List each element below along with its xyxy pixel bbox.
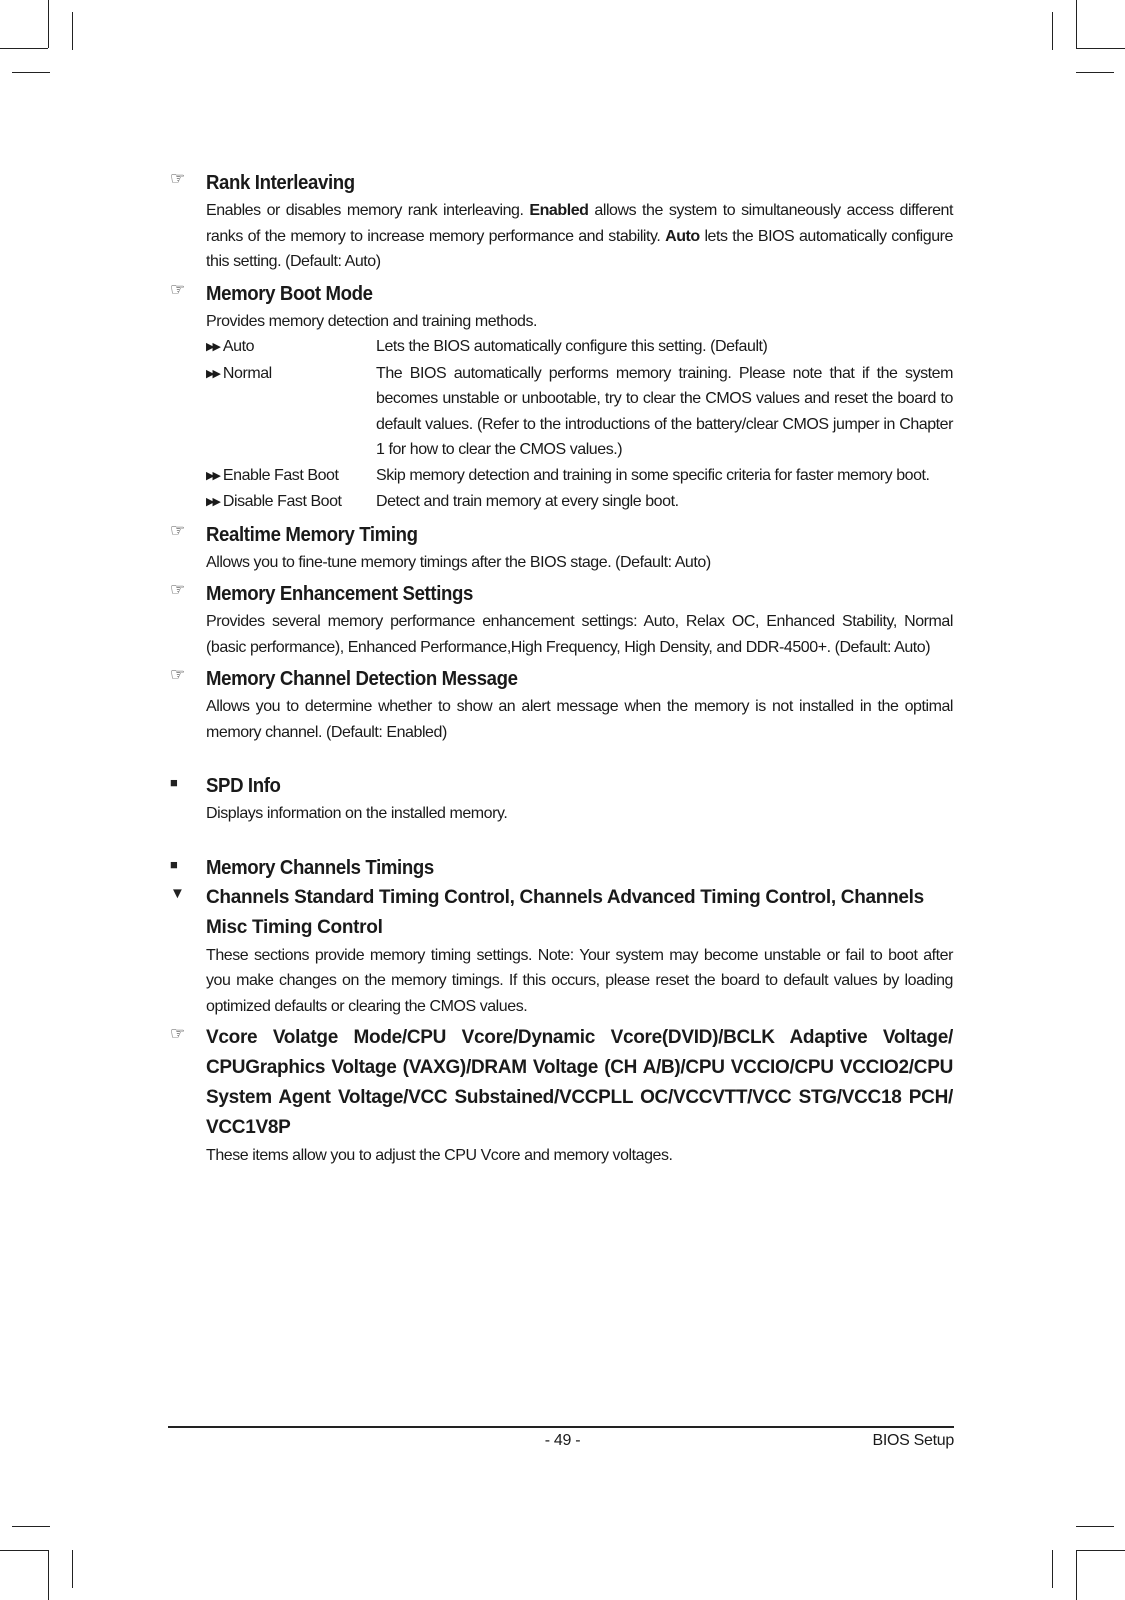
- section-body: Allows you to fine-tune memory timings after the BIOS stage. (Default: Auto): [206, 553, 711, 571]
- section-rank-interleaving: [170, 168, 953, 275]
- crop-mark: [1076, 72, 1114, 73]
- page-number: - 49 -: [544, 1432, 581, 1449]
- section-voltage-settings: [170, 1023, 953, 1169]
- section-body: These items allow you to adjust the CPU Vcore and memory voltages.: [206, 1147, 673, 1164]
- option-row: [206, 361, 953, 463]
- pointing-hand-icon: ☞: [170, 169, 186, 188]
- crop-mark: [1076, 1550, 1125, 1551]
- section-title: Memory Boot Mode: [206, 282, 373, 305]
- option-row: [206, 463, 953, 490]
- double-arrow-icon: ▶▶: [206, 341, 219, 353]
- double-arrow-icon: ▶▶: [206, 496, 219, 508]
- section-title: Realtime Memory Timing: [206, 523, 418, 546]
- option-description: Detect and train memory at every single boot.: [376, 493, 679, 510]
- option-name: Auto: [222, 338, 255, 355]
- square-bullet-icon: ■: [170, 775, 178, 790]
- section-channels-timing-control: [170, 883, 953, 1020]
- section-body: Provides memory detection and training methods.: [206, 312, 538, 330]
- crop-mark: [1076, 0, 1077, 48]
- crop-mark: [72, 1550, 73, 1588]
- section-title: Vcore Volatge Mode/CPU Vcore/Dynamic Vcore(DVID)/BCLK Adaptive Voltage/ CPUGraphics Voltage (VAXG)/DRAM Voltage (CH A/B)/CPU VCCIO/CPU VCCIO2/CPU System Agent Voltage/VCC Substained/VCCPLL OC/VCCVTT/VCC STG/VCC18 PCH/ VCC1V8P: [206, 1027, 953, 1138]
- option-description: Skip memory detection and training in some specific criteria for faster memory boot.: [376, 466, 930, 484]
- crop-mark: [1076, 48, 1125, 49]
- section-title: Rank Interleaving: [206, 172, 355, 194]
- document-content: [170, 168, 953, 1169]
- section-spd-info: [170, 771, 953, 827]
- footer-rule: [168, 1426, 954, 1428]
- section-title: Memory Enhancement Settings: [206, 583, 473, 605]
- option-description: Lets the BIOS automatically configure this setting. (Default): [376, 338, 768, 355]
- double-arrow-icon: ▶▶: [206, 367, 219, 380]
- crop-mark: [0, 1550, 48, 1551]
- crop-mark: [12, 1526, 50, 1527]
- section-body: Allows you to determine whether to show an alert message when the memory is not installed in the optimal memory channel. (Default: Enabled): [206, 698, 953, 741]
- section-body: Provides several memory performance enhancement settings: Auto, Relax OC, Enhanced Stability, Normal (basic performance), Enhanced Performance,High Frequency, High Density, and DDR-4500+. (Default: Auto): [206, 613, 953, 656]
- section-title: Memory Channels Timings: [206, 856, 434, 879]
- crop-mark: [1052, 12, 1053, 50]
- crop-mark: [1076, 1550, 1077, 1600]
- option-row: [206, 334, 953, 361]
- option-name: Disable Fast Boot: [222, 493, 342, 510]
- crop-mark: [72, 12, 73, 50]
- pointing-hand-icon: ☞: [170, 520, 186, 540]
- crop-mark: [1076, 1526, 1114, 1527]
- section-body: Enables or disables memory rank interleaving. Enabled allows the system to simultaneously access different ranks of the memory to increase memory performance and stability. Auto lets the BIOS automatically configure this setting. (Default: Auto): [206, 202, 954, 270]
- pointing-hand-icon: ☞: [170, 1024, 186, 1043]
- crop-mark: [48, 1550, 49, 1600]
- section-title: Memory Channel Detection Message: [206, 668, 518, 690]
- pointing-hand-icon: ☞: [170, 279, 186, 299]
- crop-mark: [12, 72, 50, 73]
- option-list: [206, 334, 953, 516]
- section-memory-enhancement-settings: [170, 579, 953, 660]
- section-memory-channel-detection-message: [170, 664, 953, 745]
- section-memory-boot-mode: [170, 279, 953, 516]
- crop-mark: [1052, 1550, 1053, 1588]
- double-arrow-icon: ▶▶: [206, 469, 219, 482]
- section-realtime-memory-timing: [170, 520, 953, 576]
- section-body: These sections provide memory timing settings. Note: Your system may become unstable or fail to boot after you make changes on the memory timings. If this occurs, please reset the board to default values by loading optimized defaults or clearing the CMOS values.: [206, 946, 953, 1015]
- crop-mark: [0, 48, 48, 49]
- option-name: Normal: [222, 364, 272, 382]
- pointing-hand-icon: ☞: [170, 665, 186, 684]
- section-memory-channels-timings: [170, 853, 953, 883]
- section-title: SPD Info: [206, 775, 281, 797]
- square-bullet-icon: ■: [170, 856, 178, 872]
- option-description: The BIOS automatically performs memory training. Please note that if the system becomes unstable or unbootable, try to clear the CMOS values and reset the board to default values. (Refer to the introductions of the battery/clear CMOS jumper in Chapter 1 for how to clear the CMOS values.): [376, 364, 953, 458]
- option-row: [206, 489, 953, 516]
- section-title: Channels Standard Timing Control, Channels Advanced Timing Control, Channels Misc Timing Control: [206, 886, 924, 938]
- footer-label: BIOS Setup: [872, 1432, 954, 1449]
- crop-mark: [48, 0, 49, 48]
- triangle-down-icon: ▼: [170, 884, 185, 902]
- pointing-hand-icon: ☞: [170, 580, 186, 599]
- option-name: Enable Fast Boot: [222, 466, 339, 484]
- section-body: Displays information on the installed memory.: [206, 805, 508, 822]
